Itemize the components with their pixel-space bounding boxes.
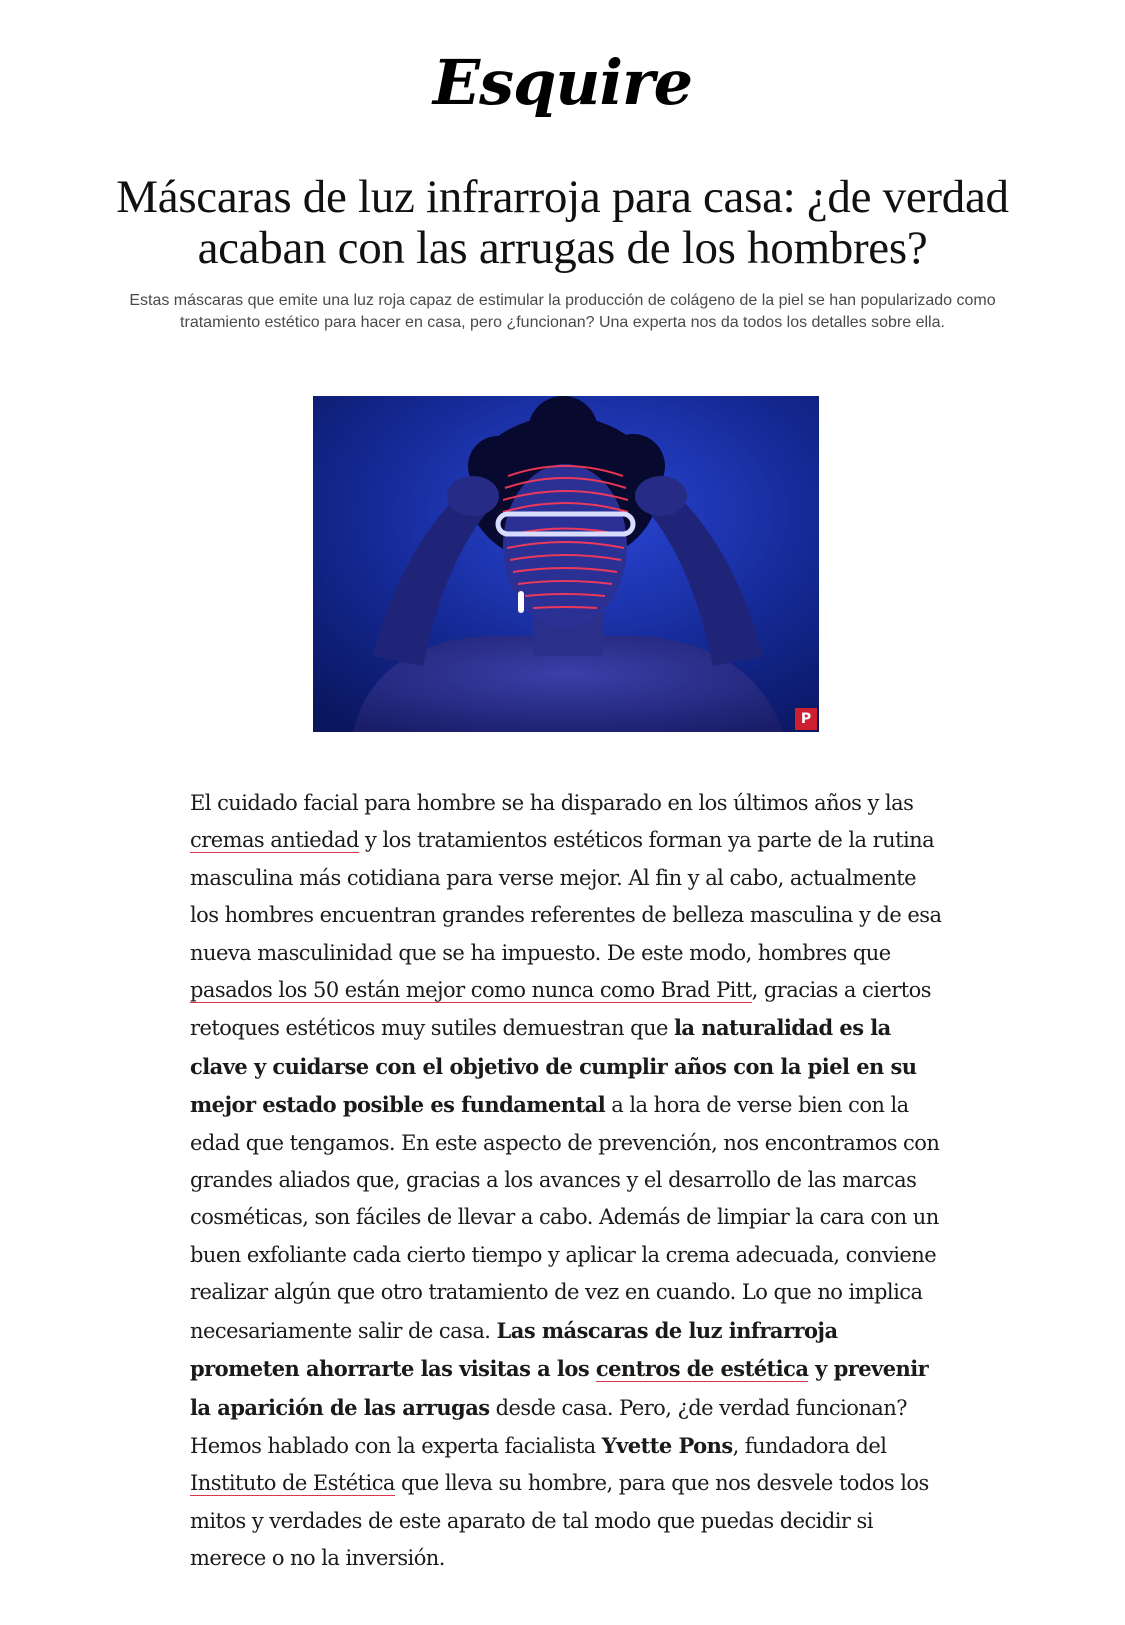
body-text: a la hora de verse bien con la edad que tengamos. En este aspecto de prevención, nos encontramos con grandes aliados que, gracias a los avances y el desarrollo de las marcas cosméticas, son fáciles de llevar a cabo. Además de limpiar la cara con un buen exfoliante cada cierto tiempo y aplicar la crema adecuada, conviene realizar algún que otro tratamiento de vez en cuando. Lo que no implica necesariamente salir de casa. [190, 1093, 940, 1343]
body-text: El cuidado facial para hombre se ha disparado en los últimos años y las [190, 791, 914, 815]
article-body [190, 785, 945, 1578]
body-bold-text: la naturalidad es la clave y cuidarse con el objetivo de cumplir años con la piel en su mejor estado posible es fundamental [190, 1015, 917, 1118]
hero-photo-illustration [313, 396, 819, 732]
link-centros-de-estetica[interactable]: centros de estética [595, 1356, 809, 1382]
article-headline: Máscaras de luz infrarroja para casa: ¿de verdad acaban con las arrugas de los hombres? [116, 171, 1009, 274]
body-text: , gracias a ciertos retoques estéticos muy sutiles demuestran que [190, 978, 931, 1041]
body-text: , fundadora del [732, 1433, 887, 1458]
link-cremas-antiedad[interactable]: cremas antiedad [190, 828, 359, 853]
link-brad-pitt[interactable]: pasados los 50 están mejor como nunca como Brad Pitt [190, 978, 752, 1003]
body-bold-text: Las máscaras de luz infrarroja prometen ahorrarte las visitas a los [190, 1317, 838, 1382]
body-text: que lleva su hombre, para que nos desvele todos los mitos y verdades de este aparato de tal modo que puedas decidir si merece o no la inversión. [190, 1471, 929, 1571]
hero-image [313, 396, 819, 732]
body-bold-text: Yvette Pons [601, 1432, 733, 1458]
body-bold-text: y prevenir la aparición de las arrugas [190, 1356, 929, 1420]
body-text: desde casa. Pero, ¿de verdad funcionan? Hemos hablado con la experta facialista [190, 1395, 907, 1458]
body-text: y los tratamientos estéticos forman ya parte de la rutina masculina más cotidiana para verse mejor. Al fin y al cabo, actualmente los hombres encuentran grandes referentes de belleza masculina y de esa nueva masculinidad que se ha impuesto. De este modo, hombres que [190, 828, 942, 965]
pinterest-icon[interactable]: P [795, 708, 817, 730]
article-dek: Estas máscaras que emite una luz roja capaz de estimular la producción de colágeno de la piel se han popularizado como tratamiento estético para hacer en casa, pero ¿funcionan? Una experta nos da todos los detalles sobre ella. [129, 292, 996, 331]
esquire-logo[interactable]: Esquire [432, 46, 693, 119]
link-instituto-de-estetica[interactable]: Instituto de Estética [190, 1471, 395, 1496]
